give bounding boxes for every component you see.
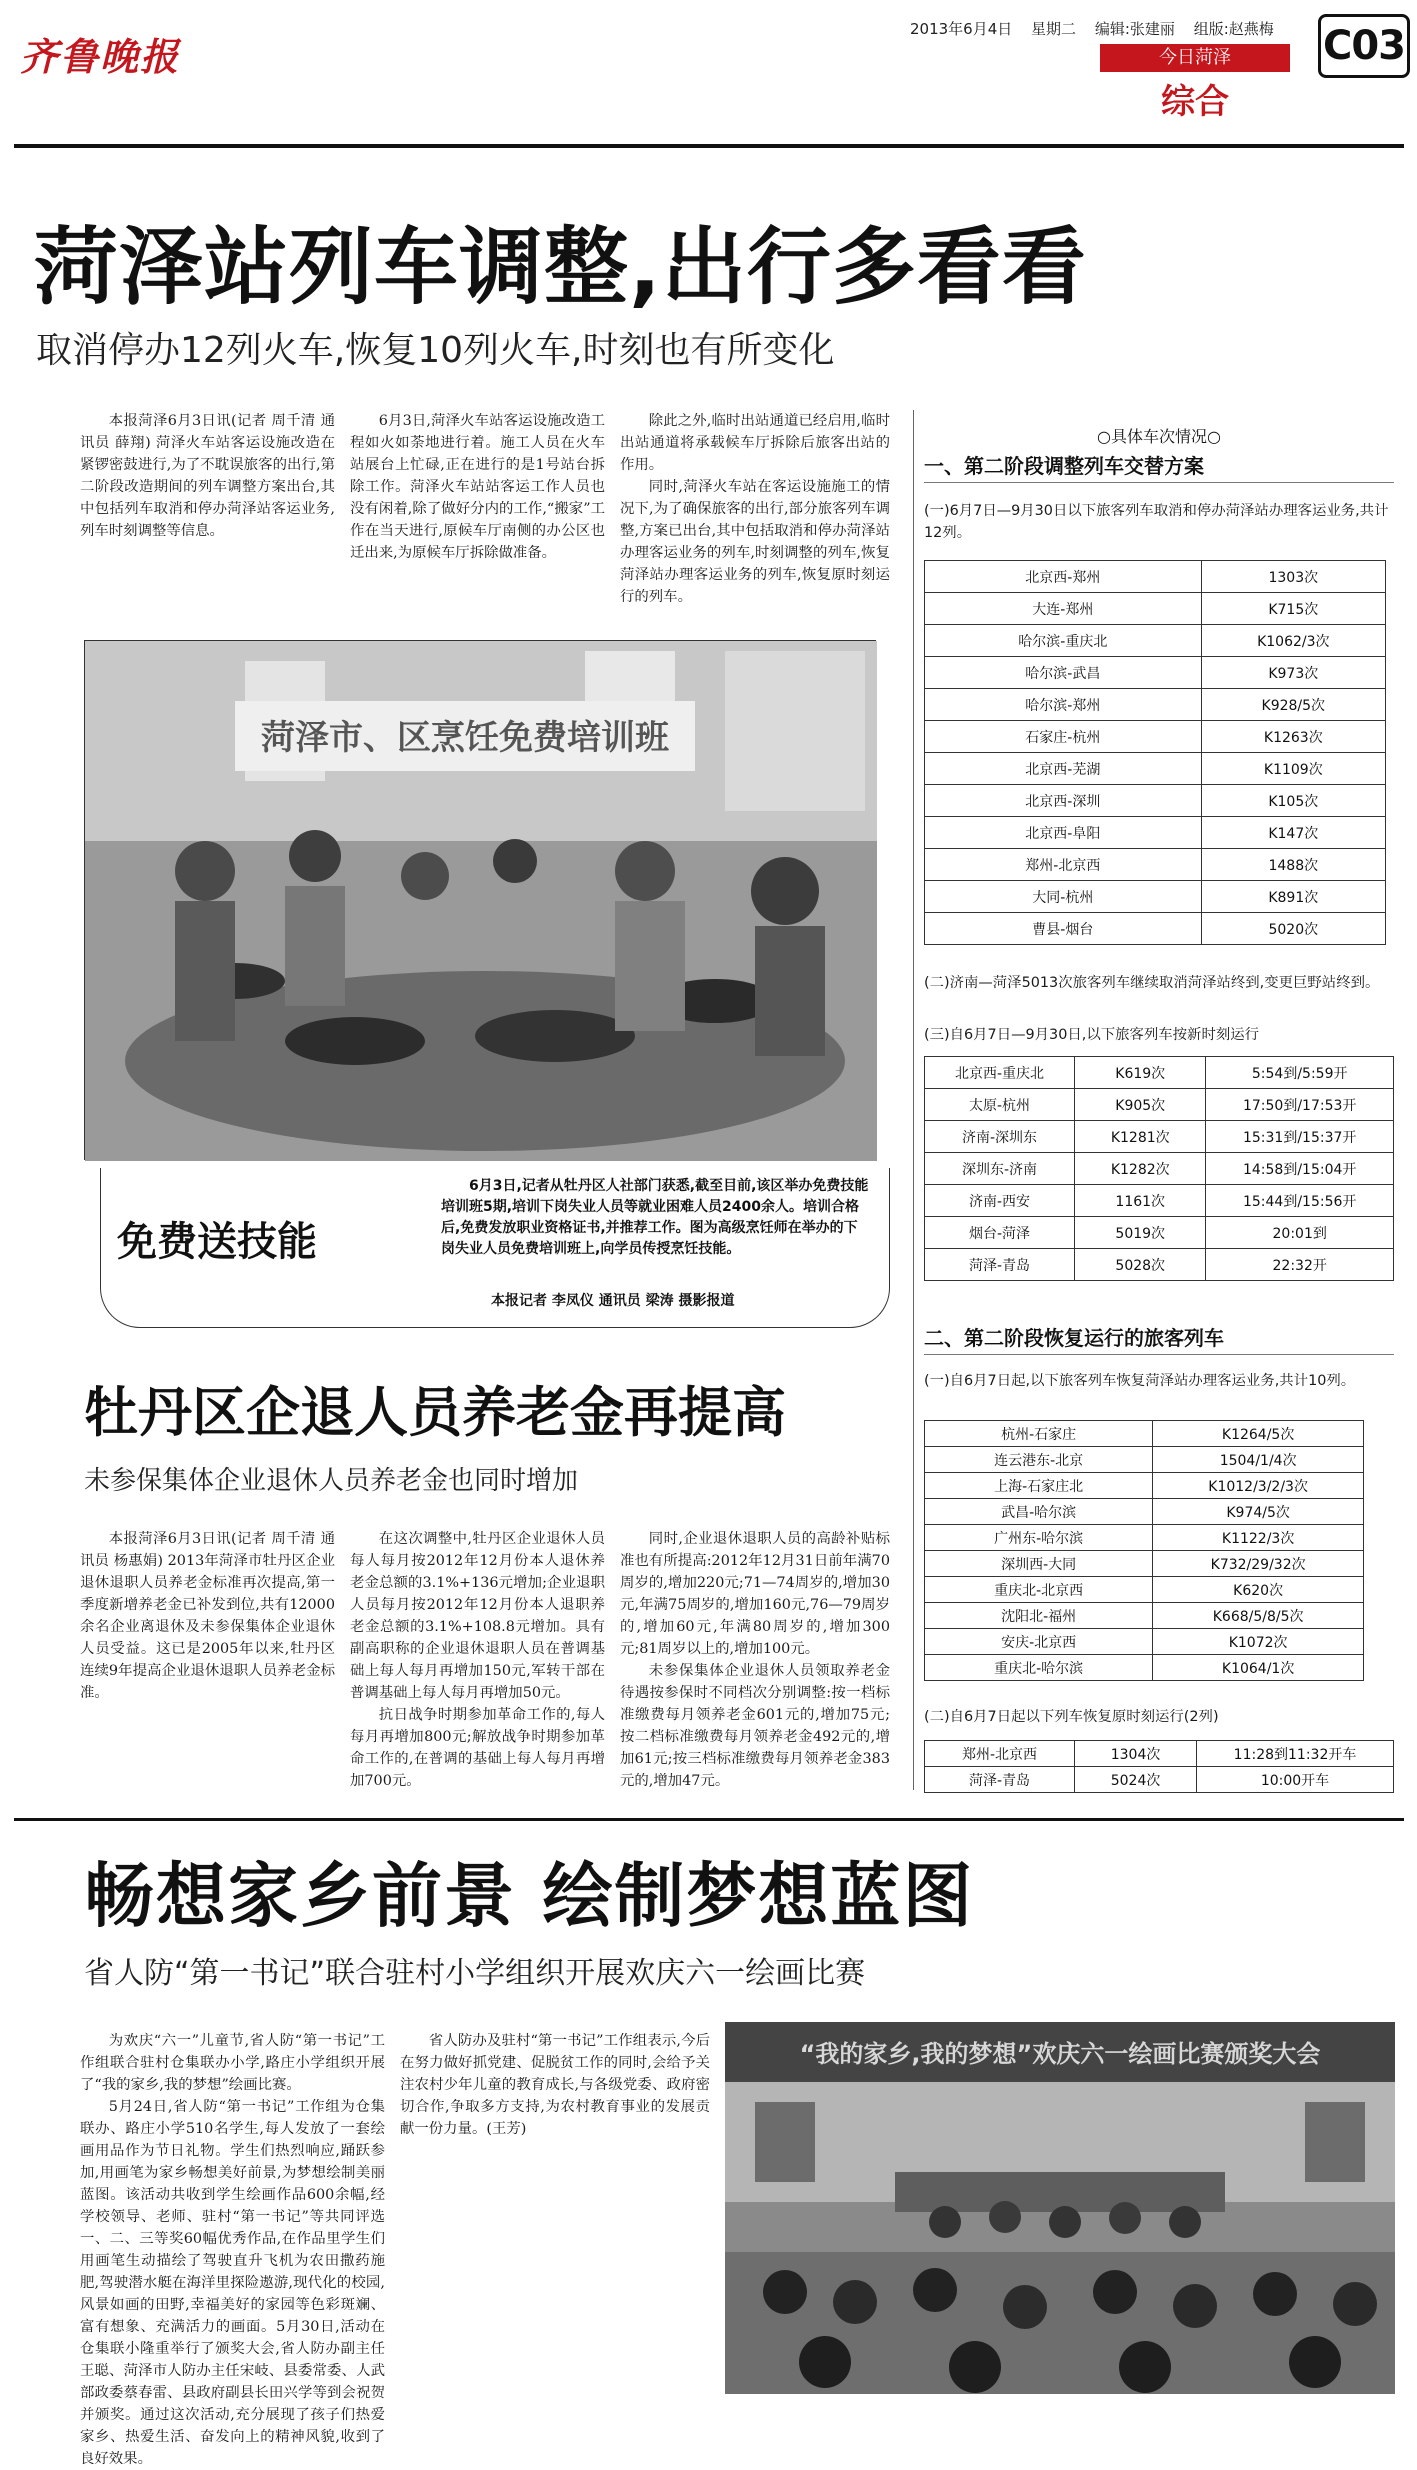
schedule-part1-heading: 一、第二阶段调整列车交替方案: [924, 454, 1204, 478]
section-tag: 今日菏泽: [1100, 44, 1290, 72]
route-cell: 大同-杭州: [925, 881, 1202, 913]
article3-column-2: [400, 2030, 710, 2140]
layout-credit: 组版:赵燕梅: [1193, 20, 1274, 38]
timetable-row: [925, 1249, 1394, 1281]
masthead: [0, 0, 1417, 140]
route-cell: 连云港东-北京: [925, 1447, 1153, 1473]
timetable-row: [925, 1421, 1364, 1447]
time-cell: 14:58到/15:04开: [1206, 1153, 1394, 1185]
route-cell: 大连-郑州: [925, 593, 1202, 625]
schedule-panel: [913, 410, 1403, 1790]
train-number-cell: K1264/5次: [1153, 1421, 1364, 1447]
train-number-cell: K668/5/8/5次: [1153, 1603, 1364, 1629]
schedule-part1-rule: [924, 482, 1394, 483]
time-cell: 17:50到/17:53开: [1206, 1089, 1394, 1121]
photo1-caption-box: [100, 1168, 890, 1328]
train-number-cell: K1072次: [1153, 1629, 1364, 1655]
train-number-cell: K732/29/32次: [1153, 1551, 1364, 1577]
route-cell: 北京西-郑州: [925, 561, 1202, 593]
timetable-row: [925, 849, 1386, 881]
route-cell: 杭州-石家庄: [925, 1421, 1153, 1447]
train-number-cell: 1504/1/4次: [1153, 1447, 1364, 1473]
article1-headline: 菏泽站列车调整,出行多看看: [34, 218, 1087, 316]
time-cell: 15:44到/15:56开: [1206, 1185, 1394, 1217]
route-cell: 深圳西-大同: [925, 1551, 1153, 1577]
train-number-cell: K1109次: [1201, 753, 1385, 785]
timetable-row: [925, 625, 1386, 657]
cooking-class-image: [85, 641, 877, 1161]
photo-award-ceremony: [725, 2022, 1395, 2394]
retimed-trains-table: [924, 1056, 1394, 1281]
train-number-cell: K1282次: [1075, 1153, 1206, 1185]
schedule-part2-note1: (一)自6月7日起,以下旅客列车恢复菏泽站办理客运业务,共计10列。: [924, 1373, 1356, 1389]
schedule-part2-note2: (二)自6月7日起以下列车恢复原时刻运行(2列): [924, 1709, 1219, 1725]
train-number-cell: K105次: [1201, 785, 1385, 817]
route-cell: 北京西-阜阳: [925, 817, 1202, 849]
route-cell: 重庆北-哈尔滨: [925, 1655, 1153, 1681]
train-number-cell: K1122/3次: [1153, 1525, 1364, 1551]
article3-subhead: 省人防“第一书记”联合驻村小学组织开展欢庆六一绘画比赛: [84, 1956, 866, 1991]
timetable-row: [925, 721, 1386, 753]
train-number-cell: 1303次: [1201, 561, 1385, 593]
train-number-cell: K974/5次: [1153, 1499, 1364, 1525]
timetable-row: [925, 1089, 1394, 1121]
train-number-cell: K1064/1次: [1153, 1655, 1364, 1681]
timetable-row: [925, 689, 1386, 721]
original-time-trains-table: [924, 1740, 1394, 1793]
route-cell: 菏泽-青岛: [925, 1249, 1075, 1281]
newspaper-logo: 齐鲁晚报: [20, 34, 181, 79]
schedule-part1-note2: (二)济南—菏泽5013次旅客列车继续取消菏泽站终到,变更巨野站终到。: [924, 975, 1380, 991]
train-number-cell: 1161次: [1075, 1185, 1206, 1217]
train-number-cell: K905次: [1075, 1089, 1206, 1121]
timetable-row: [925, 1525, 1364, 1551]
route-cell: 济南-西安: [925, 1185, 1075, 1217]
timetable-row: [925, 1499, 1364, 1525]
route-cell: 郑州-北京西: [925, 849, 1202, 881]
article1-paragraph: 同时,菏泽火车站在客运设施施工的情况下,为了确保旅客的出行,部分旅客列车调整,方案已出台,其中包括取消和停办菏泽站办理客运业务的列车,时刻调整的列车,恢复菏泽站办理客运业务的列车,恢复原时刻运行的列车。: [620, 479, 890, 605]
time-cell: 10:00开车: [1197, 1767, 1394, 1793]
photo1-caption: 6月3日,记者从牡丹区人社部门获悉,截至目前,该区举办免费技能培训班5期,培训下岗失业人员等就业困难人员2400余人。培训合格后,免费发放职业资格证书,并推荐工作。图为高级烹饪师在举办的下岗失业人员免费培训班上,向学员传授烹饪技能。: [441, 1178, 869, 1257]
article1-paragraph: 除此之外,临时出站通道已经启用,临时出站通道将承载候车厅拆除后旅客出站的作用。: [620, 413, 890, 473]
train-number-cell: K973次: [1201, 657, 1385, 689]
page-number: C03: [1318, 14, 1410, 78]
section-name: 综合: [1161, 82, 1229, 122]
timetable-row: [925, 1767, 1394, 1793]
cancelled-trains-table: [924, 560, 1386, 945]
section-divider: [14, 1818, 1404, 1821]
route-cell: 北京西-芜湖: [925, 753, 1202, 785]
article2-column-1: [80, 1528, 335, 1704]
issue-weekday: 星期二: [1031, 20, 1077, 38]
article3-column-1: [80, 2030, 385, 2470]
train-number-cell: K1012/3/2/3次: [1153, 1473, 1364, 1499]
timetable-row: [925, 1447, 1364, 1473]
route-cell: 北京西-深圳: [925, 785, 1202, 817]
article1-paragraph: 本报菏泽6月3日讯(记者 周千清 通讯员 薛翔) 菏泽火车站客运设施改造在紧锣密鼓进行,为了不耽误旅客的出行,第二阶段改造期间的列车调整方案出台,其中包括列车取消和停办菏泽站客运业务,列车时刻调整等信息。: [80, 413, 335, 539]
schedule-part1-note3: (三)自6月7日—9月30日,以下旅客列车按新时刻运行: [924, 1027, 1260, 1043]
train-number-cell: K620次: [1153, 1577, 1364, 1603]
time-cell: 20:01到: [1206, 1217, 1394, 1249]
train-number-cell: K619次: [1075, 1057, 1206, 1089]
time-cell: 22:32开: [1206, 1249, 1394, 1281]
route-cell: 广州东-哈尔滨: [925, 1525, 1153, 1551]
article1-column-2: [350, 410, 605, 564]
train-number-cell: 5024次: [1075, 1767, 1197, 1793]
train-number-cell: 1304次: [1075, 1741, 1197, 1767]
train-number-cell: K891次: [1201, 881, 1385, 913]
train-number-cell: K1281次: [1075, 1121, 1206, 1153]
timetable-row: [925, 1551, 1364, 1577]
schedule-part2-heading: 二、第二阶段恢复运行的旅客列车: [924, 1326, 1224, 1350]
train-number-cell: 5028次: [1075, 1249, 1206, 1281]
schedule-part2-rule: [924, 1354, 1394, 1355]
article2-column-2: [350, 1528, 605, 1792]
timetable-row: [925, 753, 1386, 785]
timetable-row: [925, 1217, 1394, 1249]
timetable-row: [925, 881, 1386, 913]
route-cell: 武昌-哈尔滨: [925, 1499, 1153, 1525]
editor-credit: 编辑:张建丽: [1094, 20, 1175, 38]
restored-trains-table: [924, 1420, 1364, 1681]
train-number-cell: 5019次: [1075, 1217, 1206, 1249]
train-number-cell: K1062/3次: [1201, 625, 1385, 657]
time-cell: 11:28到11:32开车: [1197, 1741, 1394, 1767]
route-cell: 太原-杭州: [925, 1089, 1075, 1121]
timetable-row: [925, 657, 1386, 689]
timetable-row: [925, 1629, 1364, 1655]
timetable-row: [925, 1121, 1394, 1153]
article1-column-3: [620, 410, 890, 608]
article2-subhead: 未参保集体企业退休人员养老金也同时增加: [84, 1466, 579, 1496]
article1-column-1: [80, 410, 335, 542]
photo-cooking-class: [84, 640, 876, 1160]
photo2-banner: “我的家乡,我的梦想”欢庆六一绘画比赛颁奖大会: [799, 2040, 1321, 2068]
award-ceremony-image: [725, 2022, 1395, 2394]
schedule-part1-note1: (一)6月7日—9月30日以下旅客列车取消和停办菏泽站办理客运业务,共计12列。: [924, 503, 1389, 541]
route-cell: 哈尔滨-武昌: [925, 657, 1202, 689]
time-cell: 5:54到/5:59开: [1206, 1057, 1394, 1089]
timetable-row: [925, 785, 1386, 817]
timetable-row: [925, 1185, 1394, 1217]
article2-paragraph: 在这次调整中,牡丹区企业退休人员每人每月按2012年12月份本人退休养老金总额的3.1%+136元增加;企业退职人员每月按2012年12月份本人退职养老金总额的3.1%+108.8元增加。具有副高职称的企业退休退职人员在普调基础上每人每月再增加150元,军转干部在普调基础上每人每月再增加50元。: [350, 1531, 605, 1701]
timetable-row: [925, 817, 1386, 849]
route-cell: 沈阳北-福州: [925, 1603, 1153, 1629]
article2-paragraph: 未参保集体企业退休人员领取养老金待遇按参保时不同档次分别调整:按一档标准缴费每月领养老金601元的,增加75元;按二档标准缴费每月领养老金492元的,增加61元;按三档标准缴费每月领养老金383元的,增加47元。: [620, 1663, 890, 1789]
timetable-row: [925, 1153, 1394, 1185]
article3-headline: 畅想家乡前景 绘制梦想蓝图: [84, 1855, 975, 1937]
article1-paragraph: 6月3日,菏泽火车站客运设施改造工程如火如荼地进行着。施工人员在火车站展台上忙碌,正在进行的是1号站台拆除工作。菏泽火车站站客运工作人员也没有闲着,除了做好分内的工作,“搬家”工作在当天进行,原候车厅南侧的办公区也迁出来,为原候车厅拆除做准备。: [350, 413, 605, 561]
timetable-row: [925, 593, 1386, 625]
article2-headline: 牡丹区企退人员养老金再提高: [84, 1381, 786, 1444]
schedule-title: ○具体车次情况○: [1097, 427, 1221, 446]
article2-paragraph: 本报菏泽6月3日讯(记者 周千清 通讯员 杨惠娟) 2013年菏泽市牡丹区企业退休退职人员养老金标准再次提高,第一季度新增养老金已补发到位,共有12000余名企业离退休及未参保集体企业退休人员受益。这已是2005年以来,牡丹区连续9年提高企业退休退职人员养老金标准。: [80, 1531, 335, 1701]
article2-column-3: [620, 1528, 890, 1792]
route-cell: 曹县-烟台: [925, 913, 1202, 945]
timetable-row: [925, 1473, 1364, 1499]
timetable-row: [925, 1577, 1364, 1603]
article1-subhead: 取消停办12列火车,恢复10列火车,时刻也有所变化: [36, 330, 835, 371]
route-cell: 重庆北-北京西: [925, 1577, 1153, 1603]
timetable-row: [925, 561, 1386, 593]
article2-paragraph: 同时,企业退休退职人员的高龄补贴标准也有所提高:2012年12月31日前年满70周岁的,增加220元;71—74周岁的,增加30元,年满75周岁的,增加160元,76—79周岁的,增加60元,年满80周岁的,增加300元;81周岁以上的,增加100元。: [620, 1531, 890, 1657]
masthead-rule: [14, 144, 1404, 148]
route-cell: 济南-深圳东: [925, 1121, 1075, 1153]
route-cell: 菏泽-青岛: [925, 1767, 1075, 1793]
issue-meta: [910, 18, 1288, 39]
route-cell: 深圳东-济南: [925, 1153, 1075, 1185]
route-cell: 安庆-北京西: [925, 1629, 1153, 1655]
timetable-row: [925, 1655, 1364, 1681]
article2-paragraph: 抗日战争时期参加革命工作的,每人每月再增加800元;解放战争时期参加革命工作的,在普调的基础上每人每月再增加700元。: [350, 1707, 605, 1789]
route-cell: 哈尔滨-重庆北: [925, 625, 1202, 657]
route-cell: 烟台-菏泽: [925, 1217, 1075, 1249]
train-number-cell: K147次: [1201, 817, 1385, 849]
route-cell: 上海-石家庄北: [925, 1473, 1153, 1499]
article3-paragraph: 5月24日,省人防“第一书记”工作组为仓集联办、路庄小学510名学生,每人发放了一套绘画用品作为节日礼物。学生们热烈响应,踊跃参加,用画笔为家乡畅想美好前景,为梦想绘制美丽蓝图。该活动共收到学生绘画作品600余幅,经学校领导、老师、驻村“第一书记”等共同评选一、二、三等奖60幅优秀作品,在作品里学生们用画笔生动描绘了驾驶直升飞机为农田撒药施肥,驾驶潜水艇在海洋里探险遨游,现代化的校园,风景如画的田野,幸福美好的家园等色彩斑斓、富有想象、充满活力的画面。5月30日,活动在仓集联小隆重举行了颁奖大会,省人防办副主任王聪、菏泽市人防办主任宋岐、县委常委、人武部政委蔡春雷、县政府副县长田兴学等到会祝贺并颁奖。通过这次活动,充分展现了孩子们热爱家乡、热爱生活、奋发向上的精神风貌,收到了良好效果。: [80, 2099, 385, 2467]
time-cell: 15:31到/15:37开: [1206, 1121, 1394, 1153]
photo1-tag: 免费送技能: [117, 1219, 317, 1265]
train-number-cell: K1263次: [1201, 721, 1385, 753]
route-cell: 哈尔滨-郑州: [925, 689, 1202, 721]
train-number-cell: 5020次: [1201, 913, 1385, 945]
article3-paragraph: 为欢庆“六一”儿童节,省人防“第一书记”工作组联合驻村仓集联办小学,路庄小学组织开展了“我的家乡,我的梦想”绘画比赛。: [80, 2033, 385, 2093]
photo1-byline: 本报记者 李凤仪 通讯员 梁涛 摄影报道: [491, 1293, 735, 1309]
train-number-cell: K928/5次: [1201, 689, 1385, 721]
train-number-cell: 1488次: [1201, 849, 1385, 881]
timetable-row: [925, 913, 1386, 945]
route-cell: 北京西-重庆北: [925, 1057, 1075, 1089]
photo1-banner: 菏泽市、区烹饪免费培训班: [261, 718, 669, 758]
route-cell: 石家庄-杭州: [925, 721, 1202, 753]
timetable-row: [925, 1057, 1394, 1089]
route-cell: 郑州-北京西: [925, 1741, 1075, 1767]
article3-paragraph: 省人防办及驻村“第一书记”工作组表示,今后在努力做好抓党建、促脱贫工作的同时,会给予关注农村少年儿童的教育成长,与各级党委、政府密切合作,争取多方支持,为农村教育事业的发展贡献一份力量。(王芳): [400, 2033, 710, 2137]
train-number-cell: K715次: [1201, 593, 1385, 625]
issue-date: 2013年6月4日: [910, 20, 1013, 38]
timetable-row: [925, 1741, 1394, 1767]
timetable-row: [925, 1603, 1364, 1629]
